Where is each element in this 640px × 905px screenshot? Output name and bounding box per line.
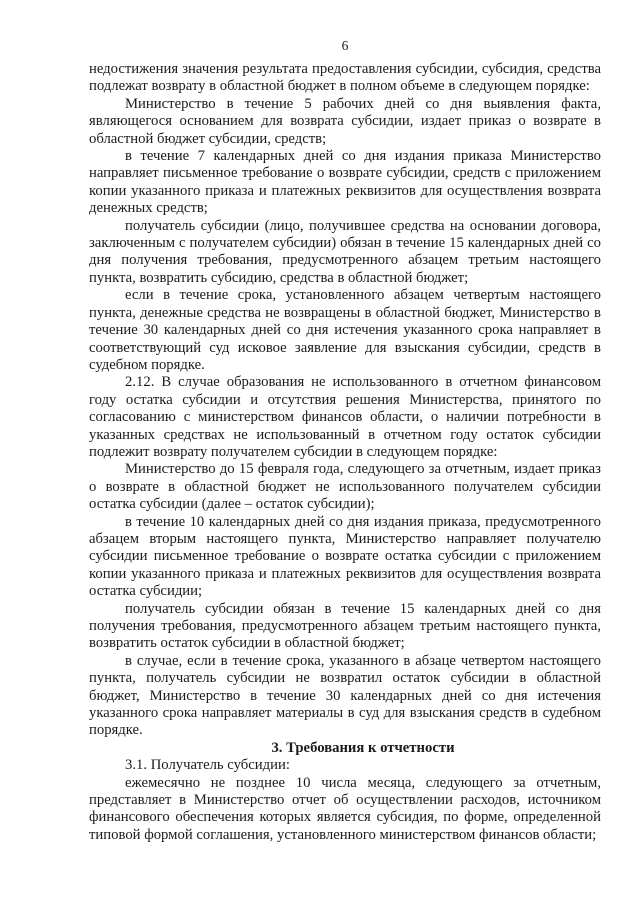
paragraph: в течение 7 календарных дней со дня издания приказа Министерство направляет письменное требование о возврате субсидии, средств с приложением копии указанного приказа и платежных реквизитов для осуществления возврата денежных средств; [89,148,601,217]
paragraph-continuation: недостижения значения результата предоставления субсидии, субсидия, средства подлежат возврату в областной бюджет в полном объеме в следующем порядке: [89,61,601,95]
paragraph: Министерство до 15 февраля года, следующего за отчетным, издает приказ о возврате в областной бюджет не использованного получателем субсидии остатка субсидии (далее – остаток субсидии); [89,461,601,513]
paragraph-clause-3-1: 3.1. Получатель субсидии: [125,757,290,774]
paragraph-clause-2-12: 2.12. В случае образования не использованного в отчетном финансовом году остатка субсидии и отсутствия решения Министерства, принятого по согласованию с министерством финансов области, о наличии потребности в указанных средствах не использованный в отчетном году остаток субсидии подлежит возврату получателем субсидии в следующем порядке: [89,374,601,460]
section-heading: 3. Требования к отчетности [271,739,455,756]
page-number: 6 [341,38,349,53]
document-body [89,61,601,844]
paragraph: если в течение срока, установленного абзацем четвертым настоящего пункта, денежные средства не возвращены в областной бюджет, Министерство в течение 30 календарных дней со дня истечения указанного срока направляет в соответствующий суд исковое заявление для взыскания субсидии, средств в судебном порядке. [89,287,601,373]
paragraph: в случае, если в течение срока, указанного в абзаце четвертом настоящего пункта, получатель субсидии не возвратил остаток субсидии в областной бюджет, Министерство в течение 30 календарных дней со дня истечения указанного срока направляет материалы в суд для взыскания средств в судебном порядке. [89,652,601,739]
paragraph: Министерство в течение 5 рабочих дней со дня выявления факта, являющегося основанием для возврата субсидии, издает приказ о возврате в областной бюджет субсидии, средств; [89,95,601,147]
paragraph: ежемесячно не позднее 10 числа месяца, следующего за отчетным, представляет в Министерство отчет об осуществлении расходов, источником финансового обеспечения которых является субсидия, по форме, определенной типовой формой соглашения, установленного министерством финансов области; [89,774,601,843]
paragraph: получатель субсидии (лицо, получившее средства на основании договора, заключенным с получателем субсидии) обязан в течение 15 календарных дней со дня получения требования, предусмотренного абзацем третьим настоящего пункта, возвратить субсидию, средства в областной бюджет; [89,217,601,286]
paragraph: в течение 10 календарных дней со дня издания приказа, предусмотренного абзацем вторым настоящего пункта, Министерство направляет получателю субсидии письменное требование о возврате остатка субсидии с приложением копии указанного приказа и платежных реквизитов для осуществления возврата остатка субсидии; [89,513,601,600]
paragraph: получатель субсидии обязан в течение 15 календарных дней со дня получения требования, предусмотренного абзацем третьим настоящего пункта, возвратить остаток субсидии в областной бюджет; [89,600,601,652]
